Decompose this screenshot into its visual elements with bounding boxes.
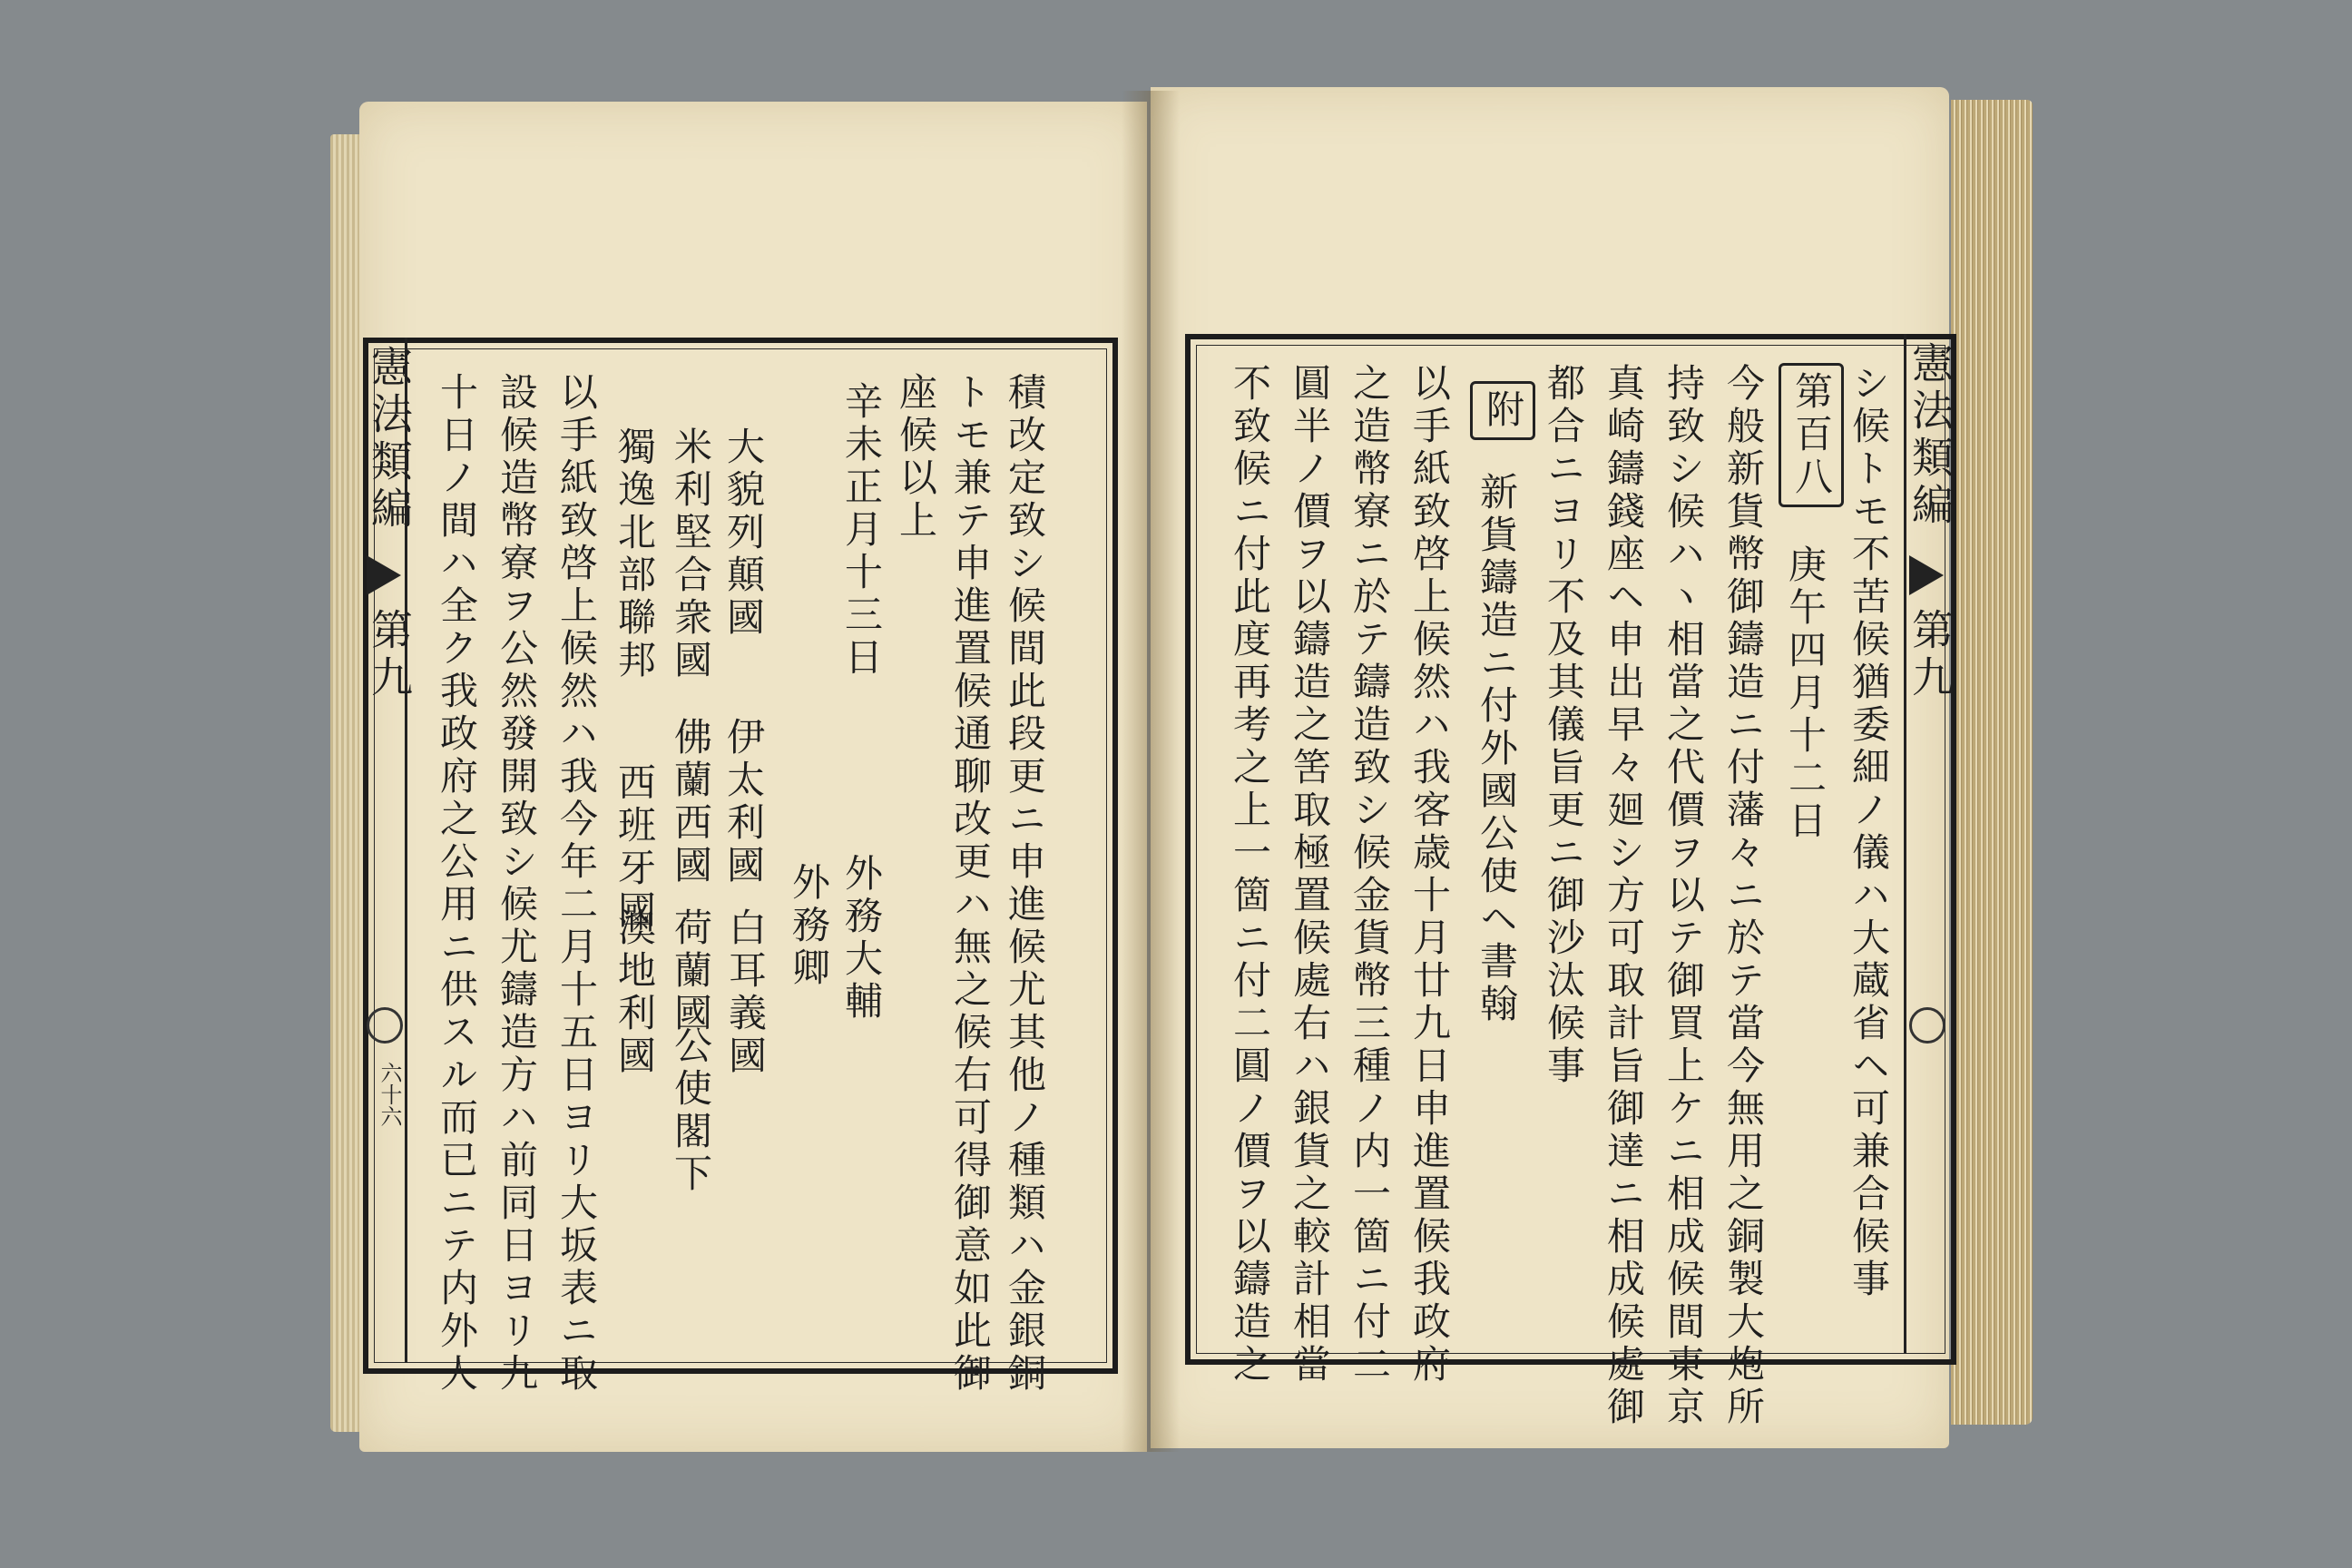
left-col-country-2: 伊太利國 — [721, 717, 766, 887]
left-col-1: 積改定致シ候間此段更ニ申進候尤其他ノ種類ハ金銀銅 — [1003, 372, 1047, 1396]
left-col-sender-2: 外務卿 — [787, 862, 831, 990]
left-col-2: トモ兼テ申進置候通聊改更ハ無之候右可得御意如此御 — [948, 372, 993, 1396]
right-col-1: シ候トモ不苦候猶委細ノ儀ハ大蔵省ヘ可兼合候事 — [1847, 363, 1891, 1301]
left-col-country-3: 米利堅合衆國 — [669, 426, 713, 682]
left-col-3: 座候以上 — [894, 372, 938, 543]
left-col-country-8: 荷蘭國 — [669, 907, 713, 1035]
right-col-appendix — [1470, 381, 1535, 440]
right-col-5: 都合ニヨリ不及其儀旨更ニ御沙汰候事 — [1542, 363, 1586, 1088]
right-col-7: 之造幣寮ニ於テ鑄造致シ候金貨幣三種ノ内一箇ニ付二 — [1348, 363, 1392, 1387]
left-page-number: 六十六 — [377, 1062, 402, 1127]
right-col-4: 真崎鑄錢座ヘ申出早々廻シ方可取計旨御達ニ相成候處御 — [1602, 363, 1646, 1429]
right-col-2: 今般新貨幣御鑄造ニ付藩々ニ於テ當今無用之銅製大炮所 — [1721, 363, 1766, 1429]
right-margin-circle — [1909, 1007, 1945, 1044]
left-col-addressee: 公使閣下 — [669, 1025, 713, 1196]
left-col-country-9: 澳地利國 — [612, 907, 657, 1078]
right-col-8: 圓半ノ價ヲ以鑄造之筈取極置候處右ハ銀貨之較計相當 — [1288, 363, 1332, 1387]
right-margin-section: 第九 — [1906, 608, 1955, 702]
right-fishtail-mark — [1909, 555, 1944, 595]
left-margin-title: 憲法類編 — [365, 345, 414, 534]
left-col-letter-3: 十日ノ間ハ全ク我政府之公用ニ供スル而已ニテ内外人 — [435, 372, 479, 1396]
left-col-sender-1: 外務大輔 — [839, 853, 884, 1024]
left-col-letter-1: 以手紙致啓上候然ハ我今年二月十五日ヨリ大坂表ニ取 — [554, 372, 599, 1396]
left-margin-circle — [367, 1007, 403, 1044]
entry-number-box: 第百八 — [1779, 363, 1844, 507]
right-col-3: 持致シ候ハヽ相當之代價ヲ以テ御買上ケニ相成候間東京 — [1661, 363, 1706, 1429]
left-col-country-7: 西班牙國 — [612, 762, 657, 933]
right-page-edges — [1951, 100, 2033, 1425]
book-gutter — [1122, 91, 1180, 1452]
left-col-date: 辛未正月十三日 — [839, 381, 884, 680]
left-col-country-5: 白耳義國 — [723, 907, 768, 1078]
right-col-entry-number — [1779, 363, 1844, 507]
right-col-9: 不致候ニ付此度再考之上一箇ニ付二圓ノ價ヲ以鑄造之 — [1228, 363, 1272, 1387]
appendix-box: 附 — [1470, 381, 1535, 440]
left-fishtail-mark — [367, 555, 401, 595]
left-margin-section: 第九 — [365, 608, 414, 702]
left-col-letter-2: 設候造幣寮ヲ公然發開致シ候尤鑄造方ハ前同日ヨリ九 — [495, 372, 539, 1396]
left-col-country-4: 佛蘭西國 — [669, 717, 713, 887]
left-col-country-1: 大貌列顛國 — [721, 426, 766, 640]
left-col-country-6: 獨逸北部聯邦 — [612, 426, 657, 682]
right-col-6: 以手紙致啓上候然ハ我客歳十月廿九日申進置候我政府 — [1407, 363, 1452, 1387]
right-margin-title: 憲法類編 — [1906, 341, 1955, 530]
right-col-date: 庚午四月十二日 — [1783, 544, 1828, 843]
right-col-heading: 新貨鑄造ニ付外國公使ヘ書翰 — [1475, 472, 1519, 1026]
